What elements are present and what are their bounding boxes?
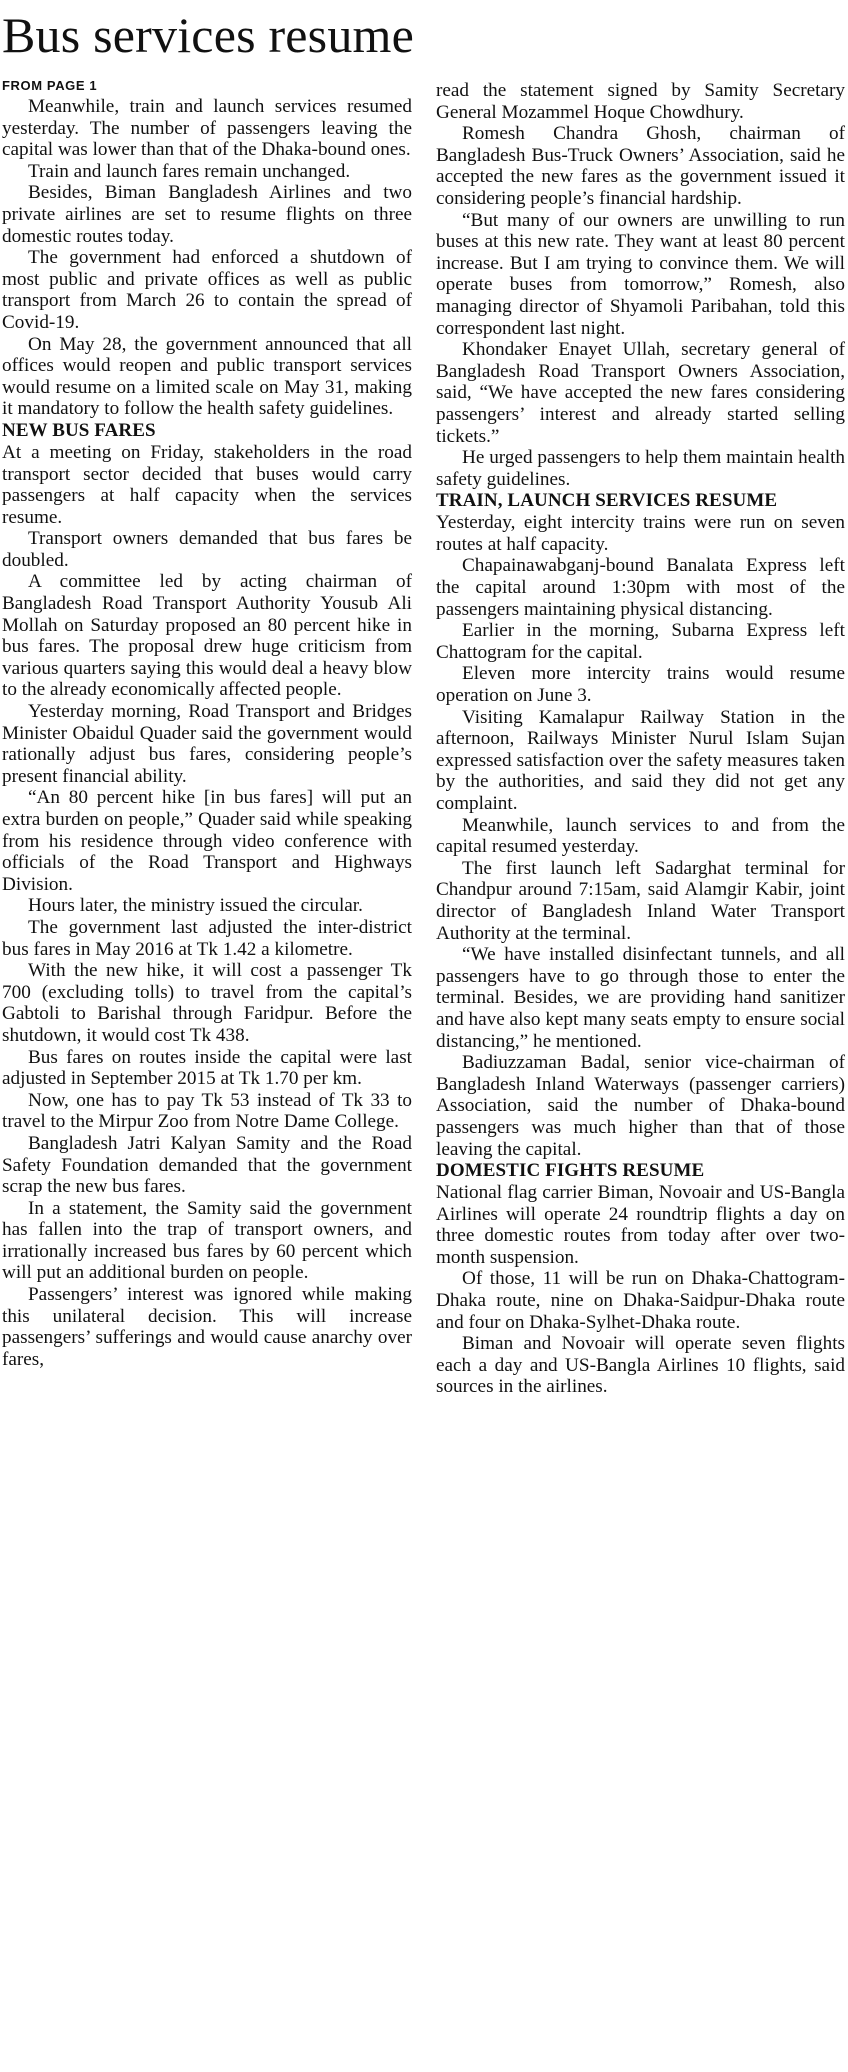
- right-column-body: [436, 80, 845, 1398]
- article-column-left: [2, 80, 412, 1370]
- article-paragraph: Badiuzzaman Badal, senior vice-chairman of Bangladesh Inland Waterways (passenger carriers) Association, said the number of Dhaka-bound passengers was much higher than that of those leaving the capital.: [436, 1052, 845, 1160]
- article-paragraph: Bangladesh Jatri Kalyan Samity and the Road Safety Foundation demanded that the government scrap the new bus fares.: [2, 1132, 412, 1198]
- article-paragraph: At a meeting on Friday, stakeholders in the road transport sector decided that buses would carry passengers at half capacity when the services resume.: [2, 441, 412, 528]
- article-paragraph: The government had enforced a shutdown of most public and private offices as well as public transport from March 26 to contain the spread of Covid-19.: [2, 247, 412, 333]
- article-paragraph: Biman and Novoair will operate seven flights each a day and US-Bangla Airlines 10 flights, said sources in the airlines.: [436, 1333, 845, 1398]
- section-subheading: TRAIN, LAUNCH SERVICES RESUME: [436, 490, 778, 512]
- article-paragraph: Bus fares on routes inside the capital were last adjusted in September 2015 at Tk 1.70 per km.: [2, 1046, 412, 1090]
- article-paragraph: National flag carrier Biman, Novoair and US-Bangla Airlines will operate 24 roundtrip flights a day on three domestic routes from today after over two-month suspension.: [436, 1182, 845, 1268]
- article-paragraph: A committee led by acting chairman of Bangladesh Road Transport Authority Yousub Ali Mollah on Saturday proposed an 80 percent hike in bus fares. The proposal drew huge criticism from various quarters saying this would deal a heavy blow to the already economically affected people.: [2, 571, 412, 701]
- article-paragraph: On May 28, the government announced that all offices would reopen and public transport services would resume on a limited scale on May 31, making it mandatory to follow the health safety guidelines.: [2, 333, 412, 420]
- article-paragraph: Yesterday morning, Road Transport and Bridges Minister Obaidul Quader said the government would rationally adjust bus fares, considering people’s present financial ability.: [2, 701, 412, 787]
- article-paragraph: Now, one has to pay Tk 53 instead of Tk 33 to travel to the Mirpur Zoo from Notre Dame College.: [2, 1089, 412, 1133]
- article-headline: Bus services resume: [2, 7, 415, 63]
- article-paragraph: “But many of our owners are unwilling to run buses at this new rate. They want at least 80 percent increase. But I am trying to convince them. We will operate buses from tomorrow,” Romesh, also managing director of Shyamoli Paribahan, told this correspondent last night.: [436, 209, 845, 339]
- article-paragraph: Yesterday, eight intercity trains were run on seven routes at half capacity.: [436, 512, 845, 555]
- article-paragraph: The first launch left Sadarghat terminal for Chandpur around 7:15am, said Alamgir Kabir, joint director of Bangladesh Inland Water Transport Authority at the terminal.: [436, 857, 845, 944]
- continued-from-label: FROM PAGE 1: [2, 78, 98, 93]
- article-paragraph: Visiting Kamalapur Railway Station in the afternoon, Railways Minister Nurul Islam Sujan expressed satisfaction over the safety measures taken by the authorities, and said they did not get any complaint.: [436, 706, 845, 814]
- article-paragraph: Romesh Chandra Ghosh, chairman of Bangladesh Bus-Truck Owners’ Association, said he accepted the new fares as the government issued it considering people’s financial hardship.: [436, 123, 845, 209]
- article-paragraph: With the new hike, it will cost a passenger Tk 700 (excluding tolls) to travel from the capital’s Gabtoli to Barishal through Faridpur. Before the shutdown, it would cost Tk 438.: [2, 960, 412, 1046]
- article-paragraph: He urged passengers to help them maintain health safety guidelines.: [436, 447, 845, 490]
- article-paragraph: Meanwhile, train and launch services resumed yesterday. The number of passengers leaving the capital was lower than that of the Dhaka-bound ones.: [2, 96, 412, 161]
- left-column-body: [2, 96, 412, 1370]
- article-paragraph: Train and launch fares remain unchanged.: [28, 160, 351, 182]
- article-column-right: [436, 80, 845, 1398]
- article-paragraph: Eleven more intercity trains would resume operation on June 3.: [436, 663, 845, 707]
- article-paragraph: Of those, 11 will be run on Dhaka-Chattogram-Dhaka route, nine on Dhaka-Saidpur-Dhaka route and four on Dhaka-Sylhet-Dhaka route.: [436, 1268, 845, 1333]
- article-paragraph: Besides, Biman Bangladesh Airlines and two private airlines are set to resume flights on three domestic routes today.: [2, 182, 412, 247]
- article-paragraph: read the statement signed by Samity Secretary General Mozammel Hoque Chowdhury.: [436, 80, 845, 123]
- article-paragraph: The government last adjusted the inter-district bus fares in May 2016 at Tk 1.42 a kilometre.: [2, 916, 412, 960]
- article-paragraph: “An 80 percent hike [in bus fares] will put an extra burden on people,” Quader said while speaking from his residence through video conference with officials of the Road Transport and Highways Division.: [2, 787, 412, 895]
- article-paragraph: Transport owners demanded that bus fares be doubled.: [2, 528, 412, 571]
- section-subheading: NEW BUS FARES: [2, 419, 156, 441]
- article-paragraph: In a statement, the Samity said the government has fallen into the trap of transport owners, and irrationally increased bus fares by 60 percent which will put an additional burden on people.: [2, 1197, 412, 1284]
- article-paragraph: Hours later, the ministry issued the circular.: [28, 895, 363, 917]
- article-paragraph: Chapainawabganj-bound Banalata Express left the capital around 1:30pm with most of the passengers maintaining physical distancing.: [436, 555, 845, 620]
- article-paragraph: Meanwhile, launch services to and from the capital resumed yesterday.: [436, 814, 845, 858]
- article-paragraph: Khondaker Enayet Ullah, secretary general of Bangladesh Road Transport Owners Association, said, “We have accepted the new fares considering passengers’ interest and already started selling tickets.”: [436, 339, 845, 447]
- article-paragraph: “We have installed disinfectant tunnels, and all passengers have to go through those to enter the terminal. Besides, we are providing hand sanitizer and have also kept many seats empty to ensure social distancing,” he mentioned.: [436, 944, 845, 1052]
- article-paragraph: Earlier in the morning, Subarna Express left Chattogram for the capital.: [436, 620, 845, 663]
- article-paragraph: Passengers’ interest was ignored while making this unilateral decision. This will increase passengers’ sufferings and would cause anarchy over fares,: [2, 1284, 412, 1370]
- section-subheading: DOMESTIC FIGHTS RESUME: [436, 1160, 705, 1182]
